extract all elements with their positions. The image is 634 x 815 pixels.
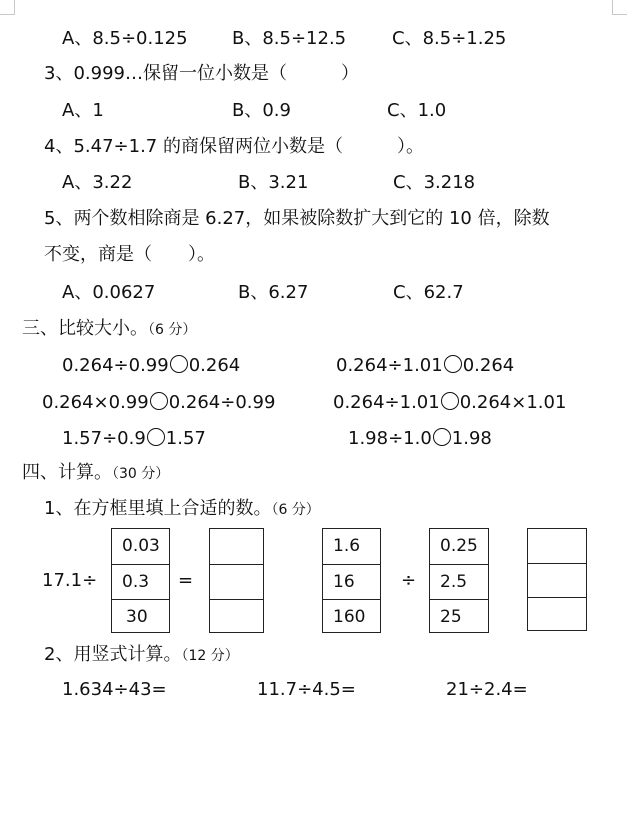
q5-question-line1: 5、两个数相除商是 6.27，如果被除数扩大到它的 10 倍，除数 (44, 208, 550, 229)
vertical-calc-problem-2: 11.7÷4.5= (257, 679, 356, 700)
q3-question: 3、0.999…保留一位小数是（ ） (44, 63, 359, 84)
answer-box[interactable] (210, 599, 263, 634)
compare-expr: 1.98 (451, 428, 492, 449)
answer-box[interactable] (528, 529, 586, 563)
answer-box[interactable] (528, 597, 586, 631)
part1-points: （6 分） (271, 502, 320, 518)
dividend-stack (322, 528, 381, 633)
page-corner-mark-left (0, 0, 15, 15)
equals-sign: = (178, 570, 194, 591)
compare-row3-right (348, 428, 492, 450)
compare-expr: 1.98÷1.0 (348, 428, 432, 449)
stack-cell: 0.03 (122, 536, 160, 556)
vertical-calc-problem-3: 21÷2.4= (446, 679, 528, 700)
compare-expr: 0.264÷0.99 (168, 392, 276, 413)
compare-expr: 0.264÷1.01 (336, 355, 443, 376)
q2-option-b: B、8.5÷12.5 (232, 28, 347, 49)
divisor-stack-2 (429, 528, 489, 633)
part1-title: 1、在方框里填上合适的数。 (44, 498, 272, 519)
compare-row3-left (62, 428, 206, 450)
vertical-calc-problem-1: 1.634÷43= (62, 679, 167, 700)
compare-expr: 0.264×1.01 (459, 392, 567, 413)
divisor-stack-1 (111, 528, 170, 633)
stack-cell: 16 (323, 564, 380, 599)
stack-cell: 2.5 (430, 564, 488, 599)
part2-points: （12 分） (181, 648, 239, 664)
compare-expr: 0.264÷0.99 (62, 355, 169, 376)
compare-circle-blank[interactable] (441, 392, 459, 410)
section3-title: 三、比较大小。 (22, 318, 148, 339)
part2-title: 2、用竖式计算。 (44, 644, 182, 665)
compare-expr: 1.57 (165, 428, 206, 449)
dividend-label: 17.1÷ (42, 570, 98, 591)
q3-option-c: C、1.0 (387, 100, 447, 121)
compare-row1-right (336, 355, 514, 377)
q3-option-a: A、1 (62, 100, 104, 121)
compare-expr: 0.264 (188, 355, 241, 376)
stack-cell: 1.6 (333, 536, 361, 556)
compare-circle-blank[interactable] (170, 355, 188, 373)
compare-circle-blank[interactable] (147, 428, 165, 446)
compare-row2-left (42, 392, 275, 414)
q4-option-c: C、3.218 (393, 172, 476, 193)
section4-title: 四、计算。 (22, 462, 112, 483)
stack-cell: 0.3 (112, 564, 169, 599)
compare-expr: 0.264÷1.01 (333, 392, 440, 413)
answer-box[interactable] (210, 564, 263, 599)
answer-box[interactable] (528, 563, 586, 597)
q2-option-a: A、8.5÷0.125 (62, 28, 188, 49)
q5-option-b: B、6.27 (238, 282, 309, 303)
compare-circle-blank[interactable] (150, 392, 168, 410)
q4-question: 4、5.47÷1.7 的商保留两位小数是（ ）。 (44, 136, 424, 157)
answer-box-stack (209, 528, 264, 633)
compare-row1-left (62, 355, 240, 377)
section4-heading (22, 462, 169, 485)
compare-expr: 0.264 (462, 355, 515, 376)
stack-cell: 30 (112, 599, 169, 634)
section4-points: （30 分） (112, 466, 170, 482)
compare-expr: 1.57÷0.9 (62, 428, 146, 449)
part2-heading (44, 644, 239, 667)
q5-option-c: C、62.7 (393, 282, 464, 303)
q2-option-c: C、8.5÷1.25 (392, 28, 507, 49)
answer-box[interactable] (210, 529, 263, 564)
stack-cell: 25 (430, 599, 488, 634)
section3-points: （6 分） (148, 322, 197, 338)
stack-cell: 0.25 (440, 536, 478, 556)
q4-option-b: B、3.21 (238, 172, 309, 193)
division-sign: ÷ (401, 570, 417, 591)
compare-row2-right (333, 392, 566, 414)
compare-circle-blank[interactable] (433, 428, 451, 446)
part1-heading (44, 498, 320, 521)
stack-cell: 160 (323, 599, 380, 634)
compare-expr: 0.264×0.99 (42, 392, 149, 413)
compare-circle-blank[interactable] (444, 355, 462, 373)
q4-option-a: A、3.22 (62, 172, 133, 193)
q3-option-b: B、0.9 (232, 100, 291, 121)
q5-question-line2: 不变，商是（ ）。 (44, 244, 215, 265)
page-corner-mark-right (612, 0, 627, 15)
q5-option-a: A、0.0627 (62, 282, 156, 303)
section3-heading (22, 318, 196, 341)
answer-box-stack (527, 528, 587, 631)
